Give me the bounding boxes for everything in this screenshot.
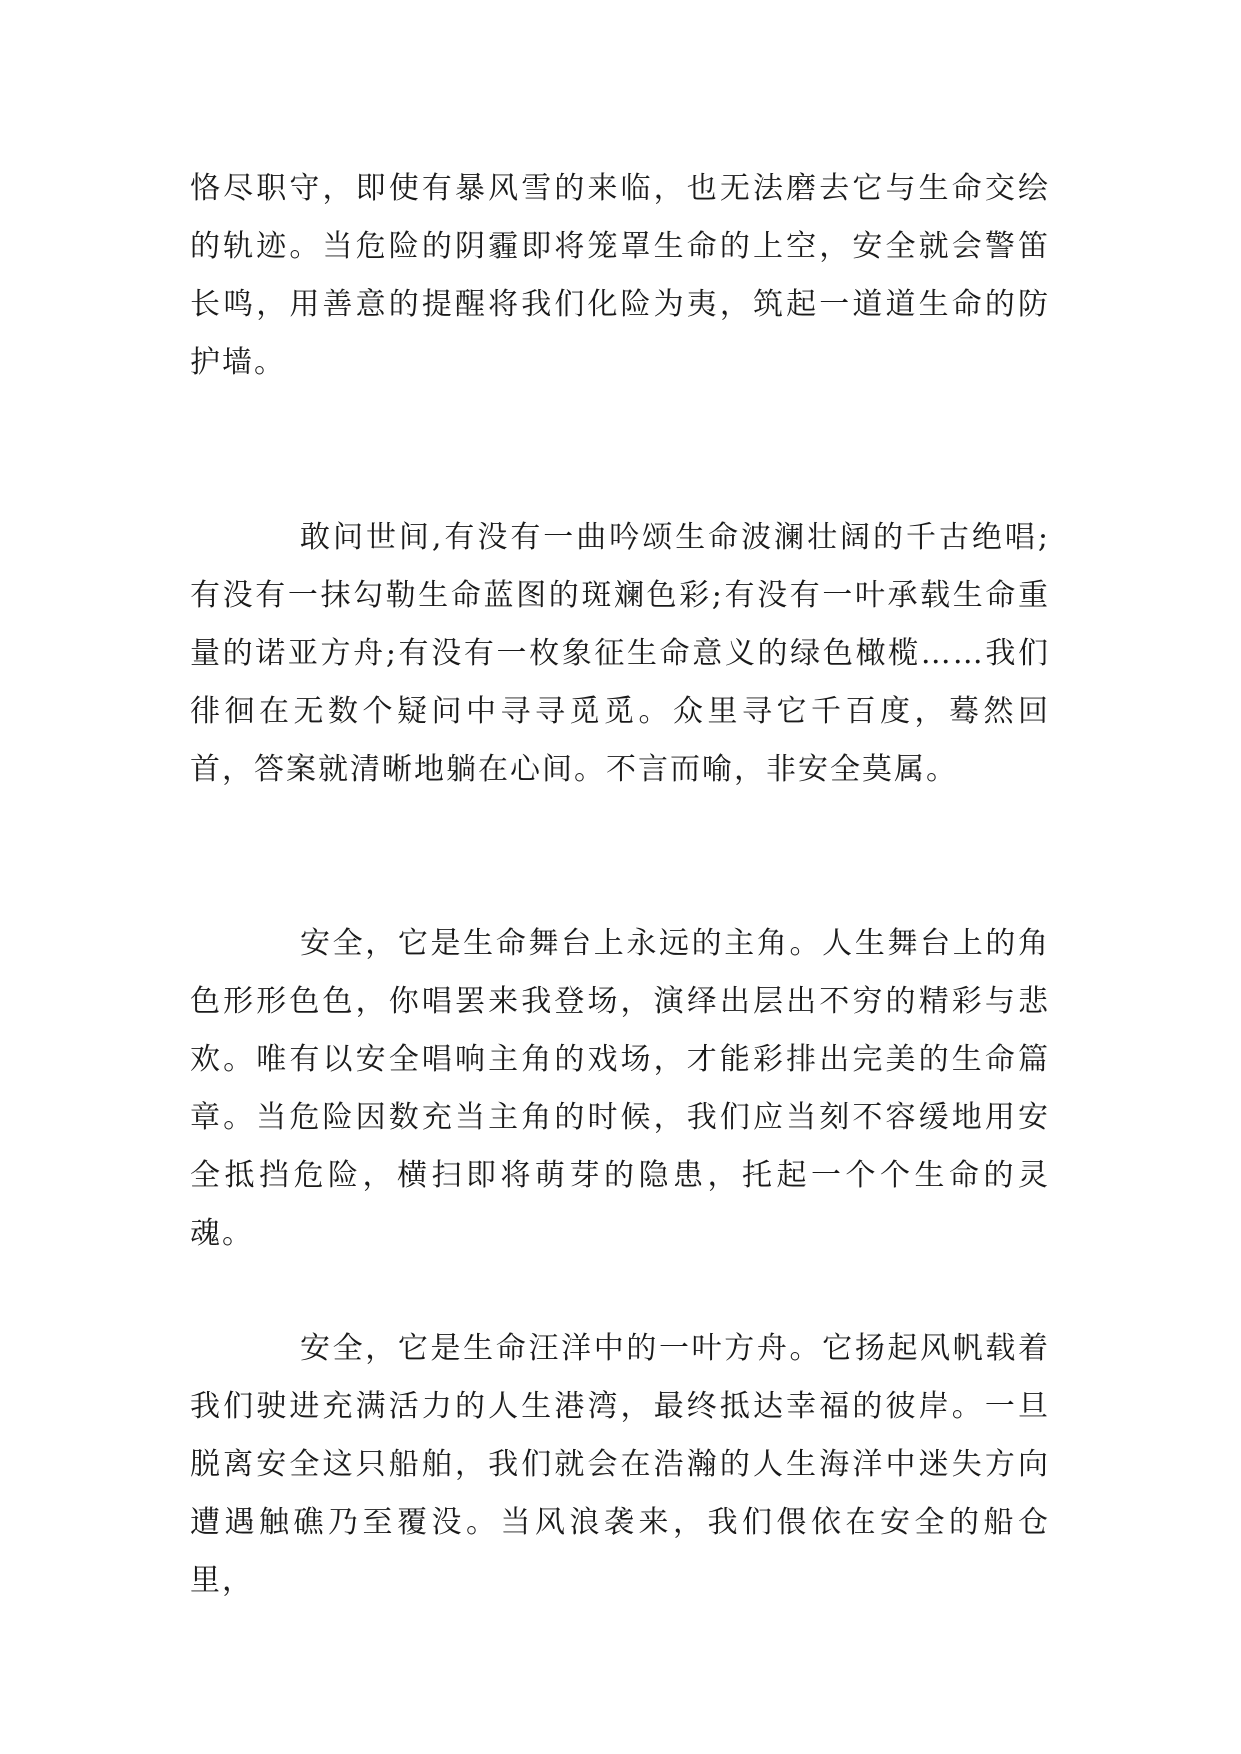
paragraph-2: 敢问世间,有没有一曲吟颂生命波澜壮阔的千古绝唱;有没有一抹勾勒生命蓝图的斑斓色彩;有没有一叶承载生命重量的诺亚方舟;有没有一枚象征生命意义的绿色橄榄……我们徘徊在无数个疑问中寻寻觅觅。众里寻它千百度，蓦然回首，答案就清晰地躺在心间。不言而喻，非安全莫属。 <box>190 520 1050 787</box>
paragraph-1: 恪尽职守，即使有暴风雪的来临，也无法磨去它与生命交绘的轨迹。当危险的阴霾即将笼罩生命的上空，安全就会警笛长鸣，用善意的提醒将我们化险为夷，筑起一道道生命的防护墙。 <box>190 171 1050 380</box>
paragraph-4: 安全，它是生命汪洋中的一叶方舟。它扬起风帆载着我们驶进充满活力的人生港湾，最终抵达幸福的彼岸。一旦脱离安全这只船舶，我们就会在浩瀚的人生海洋中迷失方向遭遇触礁乃至覆没。当风浪袭来，我们偎依在安全的船仓里， <box>190 1331 1050 1598</box>
paragraph-3: 安全，它是生命舞台上永远的主角。人生舞台上的角色形形色色，你唱罢来我登场，演绎出层出不穷的精彩与悲欢。唯有以安全唱响主角的戏场，才能彩排出完美的生命篇章。当危险因数充当主角的时候，我们应当刻不容缓地用安全抵挡危险，横扫即将萌芽的隐患，托起一个个生命的灵魂。 <box>190 926 1050 1251</box>
